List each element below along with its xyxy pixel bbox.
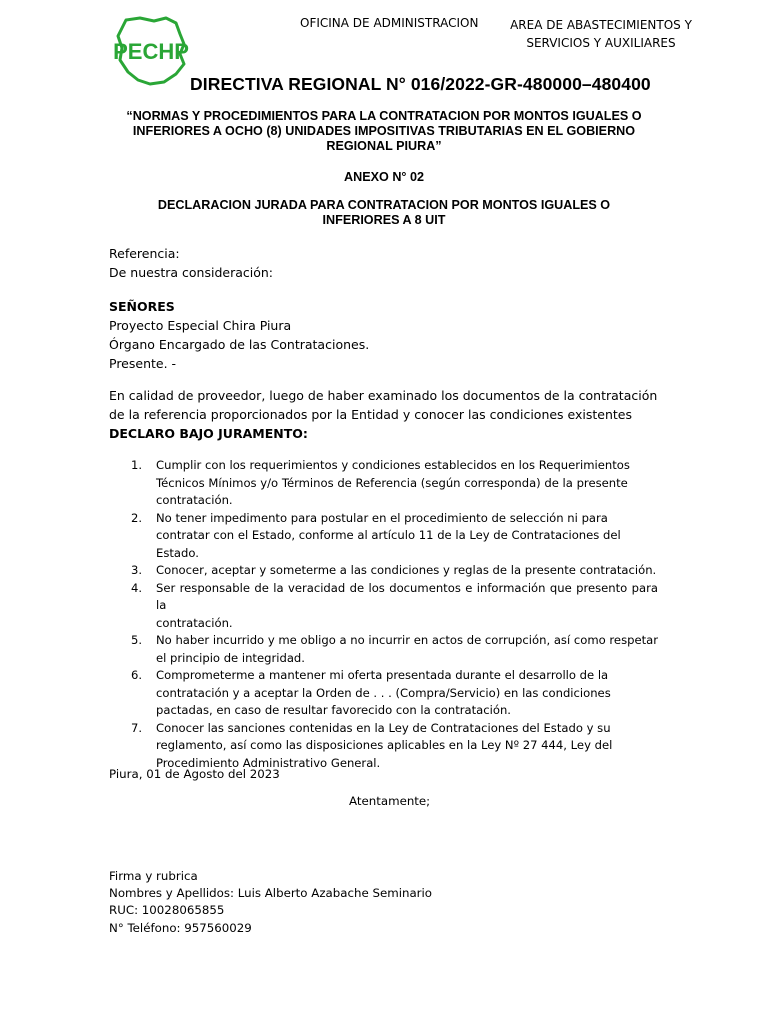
declaration-title-line-2: INFERIORES A 8 UIT — [322, 213, 446, 227]
signature-ruc: RUC: 10028065855 — [109, 903, 225, 918]
list-item-line: Estado. — [156, 545, 199, 560]
declaration-title-line-1: DECLARACION JURADA PARA CONTRATACION POR MONTOS IGUALES O — [157, 198, 611, 212]
addressee-line-2: Órgano Encargado de las Contrataciones. — [109, 337, 370, 352]
intro-line-1: En calidad de proveedor, luego de haber examinado los documentos de la contratación — [109, 388, 658, 403]
list-item-line: Conocer, aceptar y someterme a las condiciones y reglas de la presente contratación. — [156, 563, 657, 577]
signature-block — [109, 868, 432, 937]
signature-label: Firma y rubrica — [109, 869, 198, 883]
list-item — [109, 720, 658, 773]
list-item — [109, 457, 658, 510]
list-item-line: Comprometerme a mantener mi oferta presentada durante el desarrollo de la — [156, 668, 609, 682]
list-item — [109, 632, 658, 667]
list-item-line: contratación y a aceptar la Orden de . . . (Compra/Servicio) en las condiciones — [156, 685, 611, 700]
list-item-line: Técnicos Mínimos y/o Términos de Referencia (según corresponda) de la presente — [156, 475, 628, 490]
list-item-number: 2. — [131, 510, 143, 525]
list-item-line: el principio de integridad. — [156, 650, 305, 665]
office-name: OFICINA DE ADMINISTRACION — [300, 16, 479, 30]
intro-paragraph — [109, 386, 669, 443]
declare-heading: DECLARO BAJO JURAMENTO: — [109, 426, 308, 441]
list-item-line: pactadas, en caso de resultar favorecido con la contratación. — [156, 703, 511, 717]
signature-phone: N° Teléfono: 957560029 — [109, 920, 252, 935]
date-line: Piura, 01 de Agosto del 2023 — [109, 767, 280, 781]
list-item-line: Conocer las sanciones contenidas en la Ley de Contrataciones del Estado y su — [156, 720, 611, 735]
office-area-line-1: AREA DE ABASTECIMIENTOS Y — [510, 18, 692, 32]
list-item-number: 6. — [131, 668, 143, 682]
norms-line-3: REGIONAL PIURA” — [326, 139, 442, 153]
list-item-line: contratación. — [156, 615, 233, 630]
list-item-number: 7. — [131, 720, 143, 735]
norms-line-2: INFERIORES A OCHO (8) UNIDADES IMPOSITIVAS TRIBUTARIAS EN EL GOBIERNO — [132, 124, 636, 138]
addressee-block — [109, 297, 369, 373]
directive-title: DIRECTIVA REGIONAL N° 016/2022-GR-480000–480400 — [190, 74, 651, 94]
reference-label: Referencia: — [109, 246, 180, 261]
list-item-line: Procedimiento Administrativo General. — [156, 755, 381, 770]
list-item-number: 3. — [131, 563, 143, 577]
list-item-line: Cumplir con los requerimientos y condiciones establecidos en los Requerimientos — [156, 458, 630, 472]
list-item-line: contratar con el Estado, conforme al artículo 11 de la Ley de Contrataciones del — [156, 528, 621, 542]
annex-label: ANEXO N° 02 — [344, 170, 424, 184]
list-item — [109, 580, 658, 633]
consideration-text: De nuestra consideración: — [109, 265, 273, 280]
declaration-title — [120, 198, 648, 228]
list-item-number: 5. — [131, 633, 143, 647]
addressee-title: SEÑORES — [109, 299, 175, 314]
office-area — [486, 16, 716, 52]
list-item-line: contratación. — [156, 493, 233, 507]
logo-text: PECHP — [113, 39, 189, 64]
list-item-number: 1. — [131, 458, 143, 472]
norms-line-1: “NORMAS Y PROCEDIMIENTOS PARA LA CONTRATACION POR MONTOS IGUALES O — [126, 109, 642, 123]
list-item — [109, 510, 658, 563]
addressee-line-1: Proyecto Especial Chira Piura — [109, 318, 292, 333]
addressee-line-3: Presente. - — [109, 356, 177, 371]
list-item-line: Ser responsable de la veracidad de los documentos e información que presento para la — [156, 580, 658, 612]
declaration-list — [109, 457, 658, 772]
office-area-line-2: SERVICIOS Y AUXILIARES — [526, 36, 676, 50]
norms-heading — [100, 109, 668, 154]
list-item — [109, 562, 658, 580]
list-item-number: 4. — [131, 580, 143, 595]
list-item-line: No tener impedimento para postular en el procedimiento de selección ni para — [156, 510, 608, 525]
intro-line-2: de la referencia proporcionados por la Entidad y conocer las condiciones existentes — [109, 407, 633, 422]
signature-name: Nombres y Apellidos: Luis Alberto Azabache Seminario — [109, 886, 433, 901]
reference-block — [109, 244, 273, 282]
list-item-line: reglamento, así como las disposiciones aplicables en la Ley Nº 27 444, Ley del — [156, 738, 613, 752]
pechp-logo — [110, 14, 194, 88]
list-item — [109, 667, 658, 720]
list-item-line: No haber incurrido y me obligo a no incurrir en actos de corrupción, así como respetar — [156, 633, 659, 647]
closing-text: Atentamente; — [349, 794, 431, 808]
